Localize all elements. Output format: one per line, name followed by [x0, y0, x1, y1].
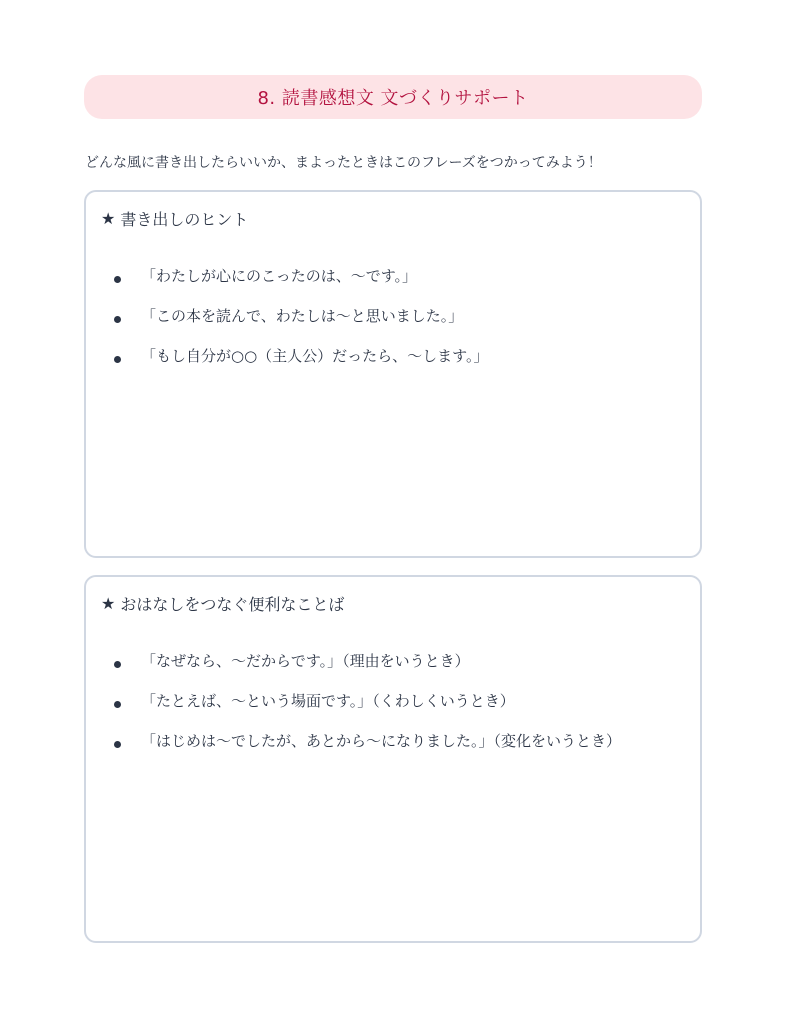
star-icon: ★	[101, 209, 116, 228]
phrase-text: 「たとえば、〜という場面です。」（くわしくいうとき）	[141, 691, 515, 710]
page-title: 8. 読書感想文 文づくりサポート	[257, 88, 529, 109]
hint-box-opening	[84, 190, 702, 558]
star-icon: ★	[101, 594, 116, 613]
bullet-icon	[114, 276, 121, 283]
phrase-list	[114, 255, 488, 375]
bullet-icon	[114, 741, 121, 748]
list-item	[114, 720, 621, 760]
bullet-icon	[114, 316, 121, 323]
bullet-icon	[114, 661, 121, 668]
section-heading-label: 書き出しのヒント	[120, 210, 249, 229]
phrase-text: 「わたしが心にのこったのは、〜です。」	[141, 266, 418, 285]
phrase-text: 「この本を読んで、わたしは〜と思いました。」	[141, 306, 464, 325]
hint-box-connecting-words	[84, 575, 702, 943]
section-heading	[101, 592, 344, 615]
intro-text: どんな風に書き出したらいいか、まよったときはこのフレーズをつかってみよう！	[85, 155, 602, 171]
bullet-icon	[114, 701, 121, 708]
list-item	[114, 255, 488, 295]
phrase-text: 「はじめは〜でしたが、あとから〜になりました。」（変化をいうとき）	[141, 731, 622, 750]
list-item	[114, 295, 488, 335]
phrase-text: 「なぜなら、〜だからです。」（理由をいうとき）	[141, 651, 470, 670]
section-heading	[101, 207, 248, 230]
section-heading-label: おはなしをつなぐ便利なことば	[120, 595, 345, 614]
list-item	[114, 335, 488, 375]
list-item	[114, 680, 621, 720]
bullet-icon	[114, 356, 121, 363]
phrase-list	[114, 640, 621, 760]
phrase-text: 「もし自分が○○（主人公）だったら、〜します。」	[141, 346, 489, 365]
title-banner	[84, 75, 702, 119]
list-item	[114, 640, 621, 680]
